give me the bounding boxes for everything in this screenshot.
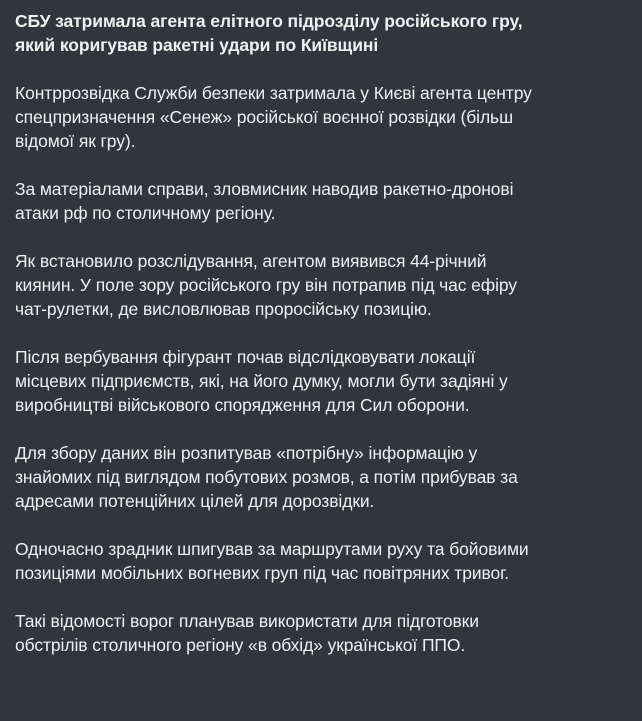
paragraph-line: Такі відомості ворог планував використати для підготовки <box>15 611 479 631</box>
paragraph-line: відомої як гру). <box>15 131 136 151</box>
post-paragraph <box>15 249 627 321</box>
paragraph-line: За матеріалами справи, зловмисник наводив ракетно-дронові <box>15 179 514 199</box>
paragraph-line: Як встановило розслідування, агентом виявився 44-річний <box>15 251 487 271</box>
paragraph-line: спецпризначення «Сенеж» російської воєнної розвідки (більш <box>15 107 514 127</box>
paragraph-line: обстрілів столичного регіону «в обхід» української ППО. <box>15 635 466 655</box>
paragraph-line: Для збору даних він розпитував «потрібну» інформацію у <box>15 443 478 463</box>
paragraph-line: виробництві військового спорядження для Сил оборони. <box>15 395 470 415</box>
paragraph-line: Після вербування фігурант почав відслідковувати локації <box>15 347 476 367</box>
title-line: який коригував ракетні удари по Київщині <box>15 35 379 55</box>
paragraph-line: атаки рф по столичному регіону. <box>15 203 276 223</box>
paragraph-line: адресами потенційних цілей для дорозвідки. <box>15 491 375 511</box>
post-paragraph <box>15 81 627 153</box>
post-paragraph <box>15 345 627 417</box>
post-paragraph <box>15 537 627 585</box>
post-paragraph <box>15 609 627 657</box>
paragraph-line: Контррозвідка Служби безпеки затримала у Києві агента центру <box>15 83 532 103</box>
paragraph-line: позиціями мобільних вогневих груп під час повітряних тривог. <box>15 563 510 583</box>
title-line: СБУ затримала агента елітного підрозділу російського гру, <box>15 11 523 31</box>
post-title <box>15 9 627 57</box>
post-paragraph <box>15 177 627 225</box>
paragraph-line: чат-рулетки, де висловлював проросійську позицію. <box>15 299 432 319</box>
post-paragraph <box>15 441 627 513</box>
paragraph-line: Одночасно зрадник шпигував за маршрутами руху та бойовими <box>15 539 529 559</box>
post-body <box>15 81 627 657</box>
paragraph-line: місцевих підприємств, які, на його думку, могли бути задіяні у <box>15 371 508 391</box>
paragraph-line: знайомих під виглядом побутових розмов, а потім прибував за <box>15 467 518 487</box>
paragraph-line: киянин. У поле зору російського гру він потрапив під час ефіру <box>15 275 517 295</box>
